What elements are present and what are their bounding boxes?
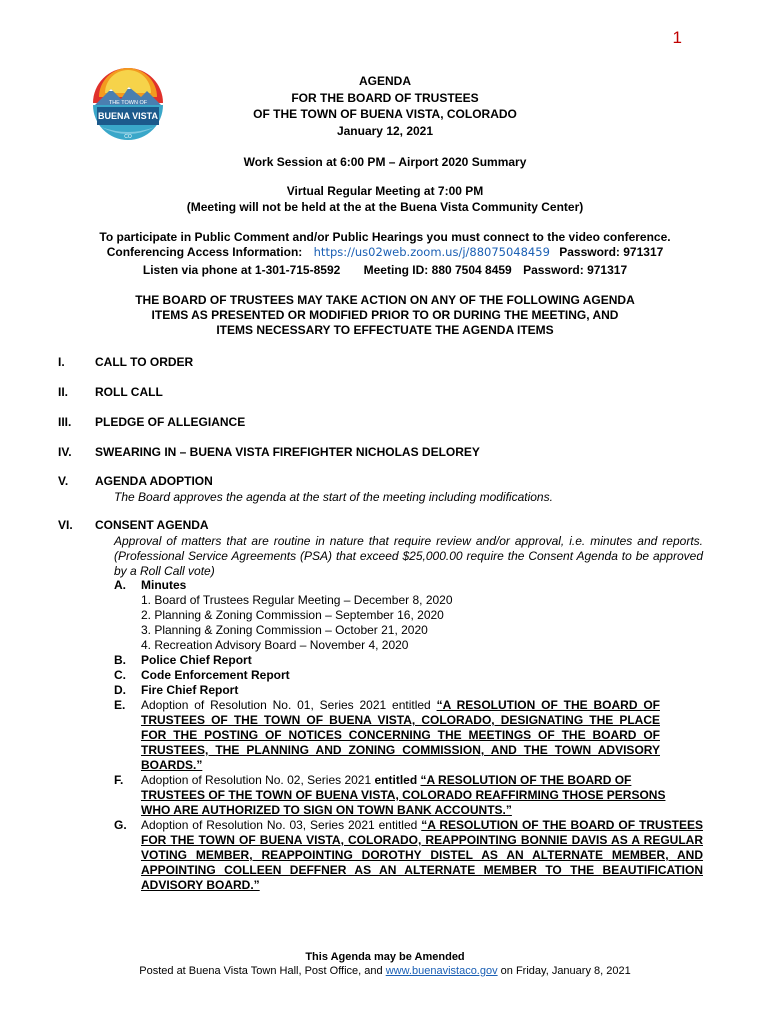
header-date: January 12, 2021 — [336, 123, 434, 138]
work-session: Work Session at 6:00 PM – Airport 2020 Summary — [243, 155, 527, 169]
agenda-item — [58, 474, 213, 488]
item-prefix: Adoption of Resolution No. 03, Series 2021 entitled — [141, 818, 422, 832]
agenda-item — [58, 415, 245, 429]
logo-line2: BUENA VISTA — [97, 111, 159, 121]
consent-item-b — [114, 653, 252, 667]
board-notice — [70, 293, 700, 338]
item-title: SWEARING IN – BUENA VISTA FIREFIGHTER NICHOLAS DELOREY — [95, 445, 480, 459]
item-title: Code Enforcement Report — [141, 668, 290, 682]
list-item: 4. Recreation Advisory Board – November 4, 2020 — [141, 638, 409, 652]
item-number: II. — [58, 385, 69, 399]
item-number: III. — [58, 415, 72, 429]
consent-item-a — [114, 578, 186, 592]
header-town: OF THE TOWN OF BUENA VISTA, COLORADO — [253, 107, 517, 121]
logo-line1: THE TOWN OF — [108, 100, 148, 106]
item-title: CALL TO ORDER — [95, 355, 194, 369]
item-letter: G. — [114, 818, 127, 832]
header-board: FOR THE BOARD OF TRUSTEES — [291, 90, 479, 105]
agenda-item — [58, 355, 193, 369]
item-title: Fire Chief Report — [141, 683, 239, 697]
item-title: Minutes — [141, 578, 187, 592]
minutes-list — [141, 593, 453, 653]
conferencing-line — [70, 244, 700, 260]
item-number: I. — [58, 355, 65, 369]
footer-posted-suffix: on Friday, January 8, 2021 — [497, 965, 631, 977]
item-title: PLEDGE OF ALLEGIANCE — [95, 415, 246, 429]
footer-amended: This Agenda may be Amended — [305, 951, 465, 963]
meeting-id: Meeting ID: 880 7504 8459 — [363, 263, 512, 277]
consent-item-f — [141, 773, 666, 818]
board-notice-line1: THE BOARD OF TRUSTEES MAY TAKE ACTION ON ANY OF THE FOLLOWING AGENDA — [135, 293, 635, 307]
item-letter: D. — [114, 683, 126, 697]
consent-item-c — [114, 668, 290, 682]
agenda-item — [58, 385, 163, 399]
item-title: Police Chief Report — [141, 653, 252, 667]
conferencing-label: Conferencing Access Information: — [106, 245, 303, 259]
item-letter: A. — [114, 578, 126, 592]
item-number: V. — [58, 474, 69, 488]
item-number: VI. — [58, 518, 73, 532]
list-item: 1. Board of Trustees Regular Meeting – December 8, 2020 — [141, 593, 453, 607]
item-prefix: Adoption of Resolution No. 01, Series 2021 entitled — [141, 698, 437, 712]
phone-line — [70, 262, 700, 278]
zoom-link[interactable]: https://us02web.zoom.us/j/88075048459 — [313, 245, 550, 259]
logo-line3: CO — [124, 134, 132, 140]
agenda-item — [58, 518, 209, 532]
item-title: CONSENT AGENDA — [95, 518, 209, 532]
conferencing-password: Password: 971317 — [559, 245, 664, 259]
board-notice-line2: ITEMS AS PRESENTED OR MODIFIED PRIOR TO OR DURING THE MEETING, AND — [151, 308, 619, 322]
virtual-meeting-note: (Meeting will not be held at the at the Buena Vista Community Center) — [186, 200, 584, 214]
phone-password: Password: 971317 — [523, 263, 628, 277]
item-prefix: Adoption of Resolution No. 02, Series 2021 — [141, 773, 375, 787]
footer-posted-prefix: Posted at Buena Vista Town Hall, Post Office, and — [139, 965, 386, 977]
item-letter: F. — [114, 773, 124, 787]
item-letter: B. — [114, 653, 126, 667]
resolution-title: “A RESOLUTION OF THE BOARD OF TRUSTEES OF THE TOWN OF BUENA VISTA, COLORADO, DESIGNATING THE PLACE FOR THE POSTING OF NOTICES CONCERNING THE MEETINGS OF THE BOARD OF TRUSTEES, THE PLANNING AND ZONING COMMISSION, AND THE TOWN ADVISORY BOARDS.” — [141, 698, 660, 772]
board-notice-line3: ITEMS NECESSARY TO EFFECTUATE THE AGENDA ITEMS — [216, 323, 554, 337]
item-title: AGENDA ADOPTION — [95, 474, 213, 488]
list-item: 2. Planning & Zoning Commission – September 16, 2020 — [141, 608, 444, 622]
consent-item-d — [114, 683, 238, 697]
item-entitled: entitled — [374, 773, 421, 787]
consent-item-g — [141, 818, 703, 893]
consent-item-e — [141, 698, 660, 773]
resolution-title: “A RESOLUTION OF THE BOARD OF TRUSTEES OF THE TOWN OF BUENA VISTA, COLORADO REAFFIRMING THOSE PERSONS WHO ARE AUTHORIZED TO SIGN ON TOWN BANK ACCOUNTS.” — [141, 773, 666, 817]
item-title: ROLL CALL — [95, 385, 163, 399]
document-header — [170, 73, 600, 139]
town-logo — [89, 67, 167, 145]
phone-label: Listen via phone at 1-301-715-8592 — [142, 263, 341, 277]
item-description: Approval of matters that are routine in nature that require review and/or approval, i.e. minutes and reports. (Professional Service Agreements (PSA) that exceed $25,000.00 require the Consent Agenda to be approved by a Roll Call vote) — [114, 534, 703, 578]
participation-instructions: To participate in Public Comment and/or Public Hearings you must connect to the video conference. — [99, 230, 671, 244]
resolution-title: “A RESOLUTION OF THE BOARD OF TRUSTEES FOR THE TOWN OF BUENA VISTA, COLORADO, REAPPOINTING BONNIE DAVIS AS A REGULAR VOTING MEMBER, REAPPOINTING DOROTHY DISTEL AS AN ALTERNATE MEMBER, AND APPOINTING COLLEEN DEFFNER AS AN ALTERNATE MEMBER TO THE BEAUTIFICATION ADVISORY BOARD.” — [141, 818, 703, 892]
list-item: 3. Planning & Zoning Commission – October 21, 2020 — [141, 623, 428, 637]
item-description: The Board approves the agenda at the start of the meeting including modifications. — [114, 490, 553, 504]
item-number: IV. — [58, 445, 72, 459]
header-title: AGENDA — [358, 74, 411, 88]
agenda-item — [58, 445, 480, 459]
item-letter: E. — [114, 698, 126, 712]
website-link[interactable]: www.buenavistaco.gov — [385, 965, 498, 977]
item-letter: C. — [114, 668, 126, 682]
virtual-meeting: Virtual Regular Meeting at 7:00 PM — [286, 184, 484, 198]
page-number: 1 — [672, 28, 682, 47]
footer-posted — [0, 965, 770, 978]
